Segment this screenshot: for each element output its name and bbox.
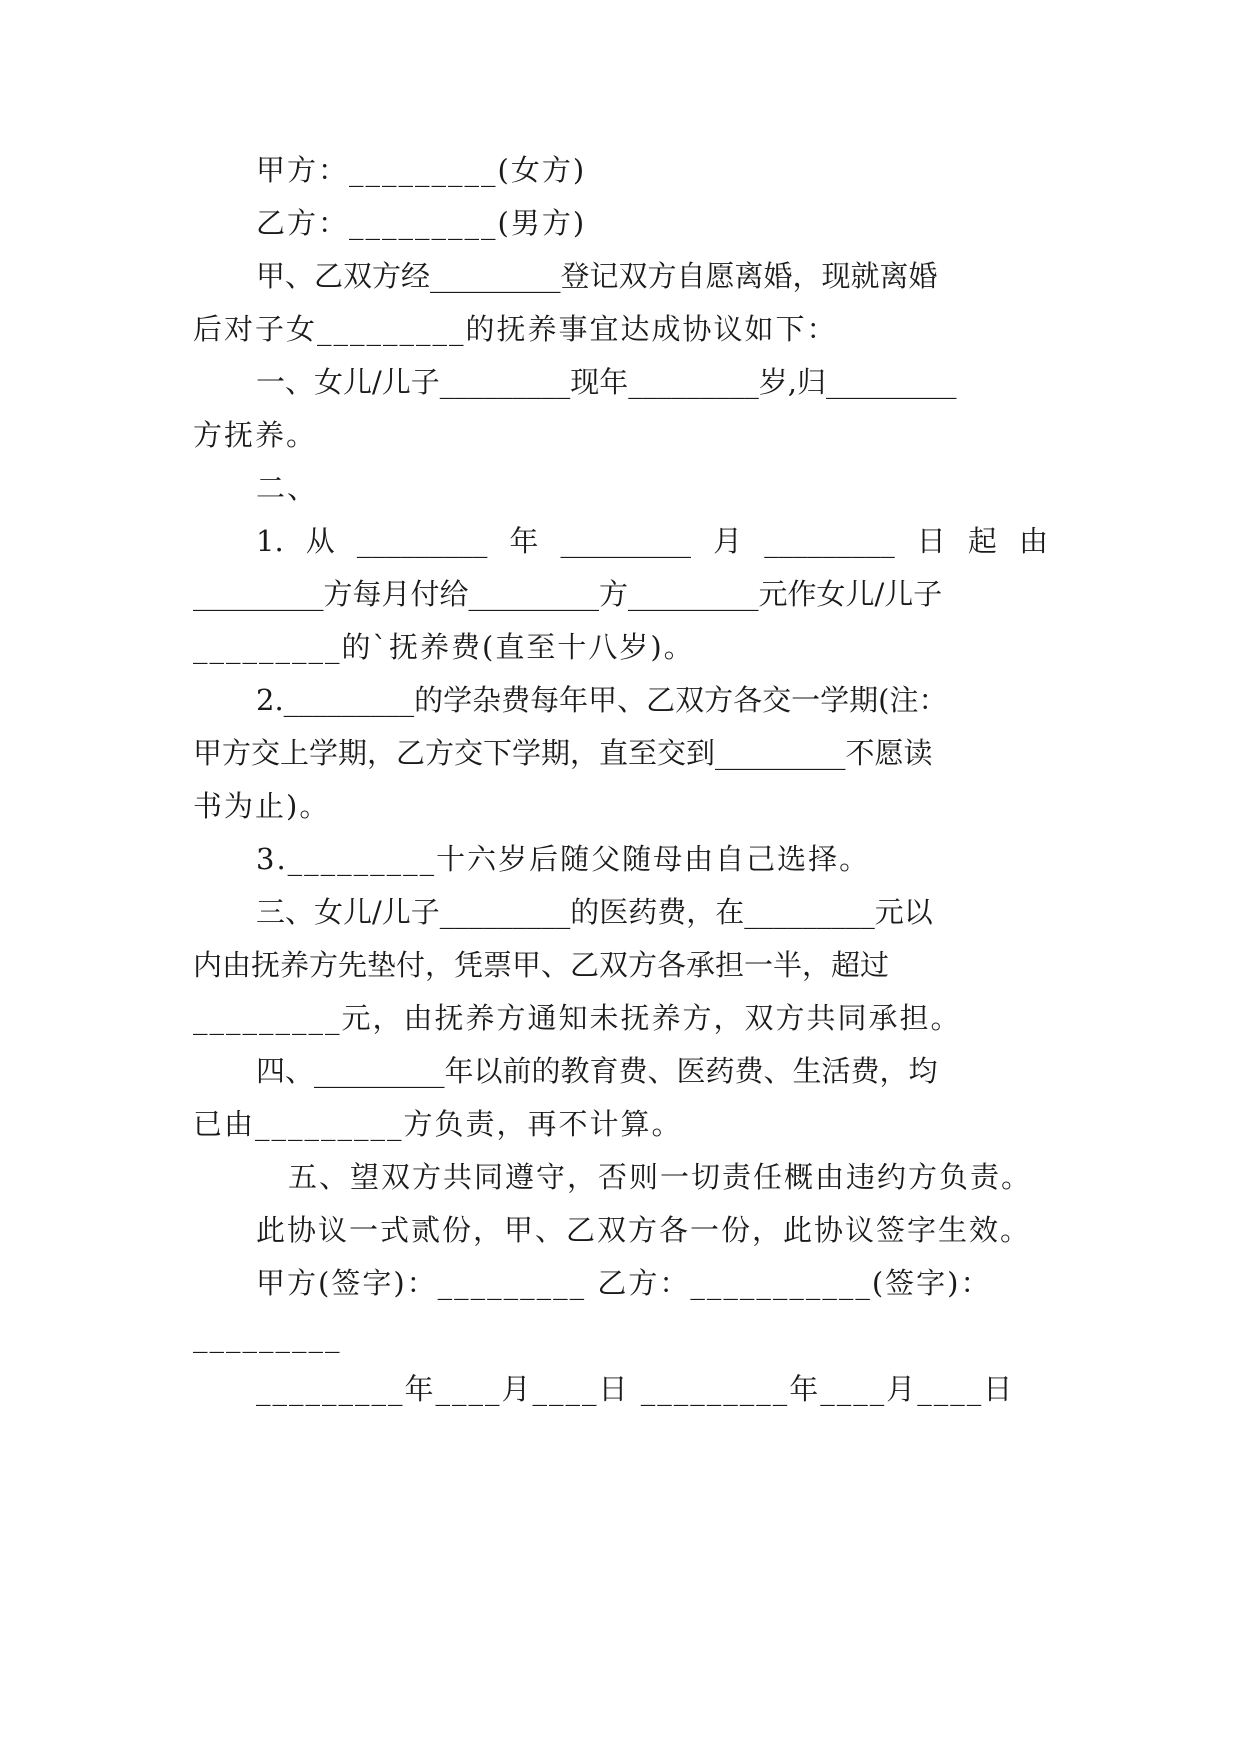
clause-1-line-2: 方抚养。 [193,418,318,452]
clause-1-line-1 [256,362,1048,402]
clause-2-1-token: _________ [356,524,488,558]
clause-2-1-token: 从 [305,524,335,558]
intro-line-2: 后对子女_________的抚养事宜达成协议如下： [193,312,838,346]
clause-2-1-token: 由 [1018,524,1048,558]
clause-2-1-token: _________ [560,524,692,558]
clause-3-line-1 [256,892,1048,932]
clause-2-3-line: 3._________十六岁后随父随母由自己选择。 [256,842,871,876]
clause-3-line-1-text: 三、女儿/儿子_________的医药费，在_________元以 [256,895,933,929]
party-b-line: 乙方：_________(男方) [256,206,587,240]
clause-4-line-2: 已由_________方负责，再不计算。 [193,1107,683,1141]
date-line: _________年____月____日 _________年____月____日 [256,1372,1015,1406]
copies-line: 此协议一式贰份，甲、乙双方各一份，此协议签字生效。 [256,1213,1032,1247]
intro-line-1 [256,256,1048,296]
clause-2-2-line-1-text: 2._________的学杂费每年甲、乙双方各交一学期(注： [256,683,948,717]
signature-line: 甲方(签字)：_________ 乙方：___________(签字)： [256,1266,992,1300]
clause-2-2-line-1 [256,680,1048,720]
clause-3-line-2-text: 内由抚养方先垫付，凭票甲、乙双方各承担一半，超过 [193,948,890,982]
clause-2-1-token: 月 [713,524,743,558]
clause-3-line-3: _________元，由抚养方通知未抚养方，双方共同承担。 [193,1001,962,1035]
clause-2-1-token: 1. [256,524,284,558]
clause-2-2-line-2 [193,733,1048,773]
clause-2-1-token: 年 [509,524,539,558]
clause-2-1-line-3: _________的`抚养费(直至十八岁)。 [193,630,695,664]
clause-2-1-token: 日 [916,524,946,558]
clause-4-line-1-text: 四、_________年以前的教育费、医药费、生活费，均 [256,1054,938,1088]
clause-2-1-token: _________ [764,524,895,558]
clause-2-2-line-3: 书为止)。 [193,789,331,823]
clause-4-line-1 [256,1051,1048,1091]
intro-line-1-text: 甲、乙双方经_________登记双方自愿离婚，现就离婚 [256,259,938,293]
clause-2-1-line-2-text: _________方每月付给_________方_________元作女儿/儿子 [193,577,943,611]
clause-2-1-line-2 [193,574,1048,614]
clause-5-line: 五、望双方共同遵守，否则一切责任概由违约方负责。 [288,1160,1033,1194]
clause-2-heading: 二、 [256,471,319,505]
clause-3-line-2 [193,945,1048,985]
party-a-line: 甲方：_________(女方) [256,153,587,187]
signature-continuation: _________ [193,1319,342,1353]
clause-1-line-1-text: 一、女儿/儿子_________现年_________岁,归_________ [256,365,957,399]
clause-2-1-line-1 [256,521,1048,561]
clause-2-2-line-2-text: 甲方交上学期，乙方交下学期，直至交到_________不愿读 [193,736,933,770]
clause-2-1-token: 起 [967,524,997,558]
